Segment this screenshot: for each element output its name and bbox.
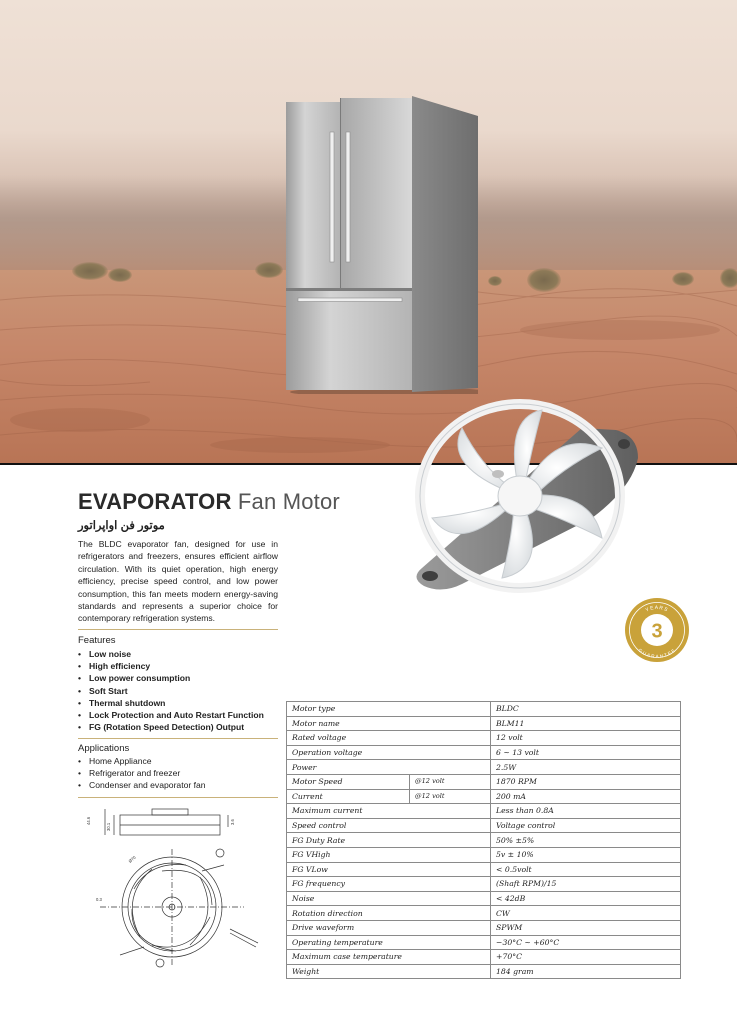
list-item: • FG (Rotation Speed Detection) Output — [78, 721, 264, 733]
table-row — [287, 731, 681, 746]
spec-value: Less than 0.8A — [491, 804, 681, 819]
spec-value: −30°C ~ +60°C — [491, 935, 681, 950]
table-row — [287, 760, 681, 775]
spec-label: Maximum case temperature — [287, 950, 491, 965]
spec-label: Weight — [287, 964, 491, 979]
fan-motor-image — [402, 398, 642, 608]
spec-value: 200 mA — [491, 789, 681, 804]
spec-label: FG Duty Rate — [287, 833, 491, 848]
table-row — [287, 774, 681, 789]
spec-value: 1870 RPM — [491, 774, 681, 789]
title-bold: EVAPORATOR — [78, 489, 232, 514]
spec-label: Motor name — [287, 716, 491, 731]
table-row — [287, 920, 681, 935]
spec-condition: @12 volt — [410, 789, 491, 804]
badge-top-text: YEARS — [644, 604, 670, 614]
product-description: The BLDC evaporator fan, designed for use in refrigerators and freezers, ensures efficient airflow circulation. With its quiet operation, high energy efficiency, precise speed control, and low power consumption, this fan meets modern energy-saving standards and represents a superior choice for contemporary refrigeration systems. — [78, 539, 278, 624]
spec-label: Power — [287, 760, 491, 775]
page-title — [78, 489, 340, 515]
spec-value: 2.5W — [491, 760, 681, 775]
technical-drawing — [80, 805, 270, 975]
table-row — [287, 702, 681, 717]
guarantee-badge — [624, 597, 690, 663]
spec-value: (Shaft RPM)/15 — [491, 877, 681, 892]
spec-value: BLDC — [491, 702, 681, 717]
list-item: • Refrigerator and freezer — [78, 767, 206, 779]
spec-label: Operating temperature — [287, 935, 491, 950]
table-row — [287, 964, 681, 979]
spec-label: Rated voltage — [287, 731, 491, 746]
spec-value: < 0.5volt — [491, 862, 681, 877]
spec-label: FG frequency — [287, 877, 491, 892]
spec-value: CW — [491, 906, 681, 921]
table-row — [287, 818, 681, 833]
divider — [78, 797, 278, 798]
features-heading: Features — [78, 635, 116, 646]
features-list — [78, 648, 264, 733]
list-item: • Low noise — [78, 648, 264, 660]
divider — [78, 738, 278, 739]
spec-condition: @12 volt — [410, 774, 491, 789]
list-item: • Condenser and evaporator fan — [78, 779, 206, 791]
applications-list — [78, 755, 206, 792]
table-row — [287, 862, 681, 877]
table-row — [287, 891, 681, 906]
spec-value: Voltage control — [491, 818, 681, 833]
badge-bottom-text: GUARANTEE — [637, 647, 677, 660]
table-row — [287, 804, 681, 819]
spec-label: Drive waveform — [287, 920, 491, 935]
desert-shrub — [255, 262, 283, 278]
desert-shrub — [527, 268, 561, 292]
spec-value: 12 volt — [491, 731, 681, 746]
dimension-label: 3.6 — [230, 819, 235, 825]
hero-image — [0, 0, 737, 465]
dimension-label: 30.1 — [106, 822, 111, 831]
table-row — [287, 877, 681, 892]
spec-value: 5v ± 10% — [491, 847, 681, 862]
table-row — [287, 935, 681, 950]
list-item: • High efficiency — [78, 660, 264, 672]
desert-shrub — [720, 268, 737, 288]
dimension-label: 44.6 — [86, 816, 91, 825]
title-persian: موتور فن اواپراتور — [78, 520, 165, 532]
table-row — [287, 716, 681, 731]
list-item: • Soft Start — [78, 685, 264, 697]
spec-value: SPWM — [491, 920, 681, 935]
list-item: • Home Appliance — [78, 755, 206, 767]
desert-shrub — [72, 262, 108, 280]
spec-label: Motor Speed — [287, 774, 410, 789]
title-light: Fan Motor — [237, 489, 340, 514]
divider — [78, 629, 278, 630]
spec-value: 50% ±5% — [491, 833, 681, 848]
spec-label: Noise — [287, 891, 491, 906]
list-item: • Low power consumption — [78, 672, 264, 684]
spec-label: FG VLow — [287, 862, 491, 877]
spec-value: +70°C — [491, 950, 681, 965]
applications-heading: Applications — [78, 743, 130, 754]
spec-value: < 42dB — [491, 891, 681, 906]
list-item: • Lock Protection and Auto Restart Function — [78, 709, 264, 721]
spec-label: Motor type — [287, 702, 491, 717]
spec-label: Rotation direction — [287, 906, 491, 921]
desert-shrub — [488, 276, 502, 286]
list-item: • Thermal shutdown — [78, 697, 264, 709]
spec-label: Maximum current — [287, 804, 491, 819]
desert-shrub — [672, 272, 694, 286]
table-row — [287, 789, 681, 804]
table-row — [287, 833, 681, 848]
desert-shrub — [108, 268, 132, 282]
table-row — [287, 847, 681, 862]
dimension-label: 0.3 — [96, 897, 102, 902]
spec-label: Operation voltage — [287, 745, 491, 760]
spec-value: 184 gram — [491, 964, 681, 979]
refrigerator-image — [286, 92, 478, 394]
spec-label: Speed control — [287, 818, 491, 833]
spec-table — [286, 701, 681, 979]
table-row — [287, 906, 681, 921]
spec-value: BLM11 — [491, 716, 681, 731]
spec-value: 6 ~ 13 volt — [491, 745, 681, 760]
spec-label: FG VHigh — [287, 847, 491, 862]
badge-number: 3 — [651, 620, 663, 643]
dimension-label: Ø70 — [127, 854, 137, 864]
spec-label: Current — [287, 789, 410, 804]
table-row — [287, 745, 681, 760]
table-row — [287, 950, 681, 965]
